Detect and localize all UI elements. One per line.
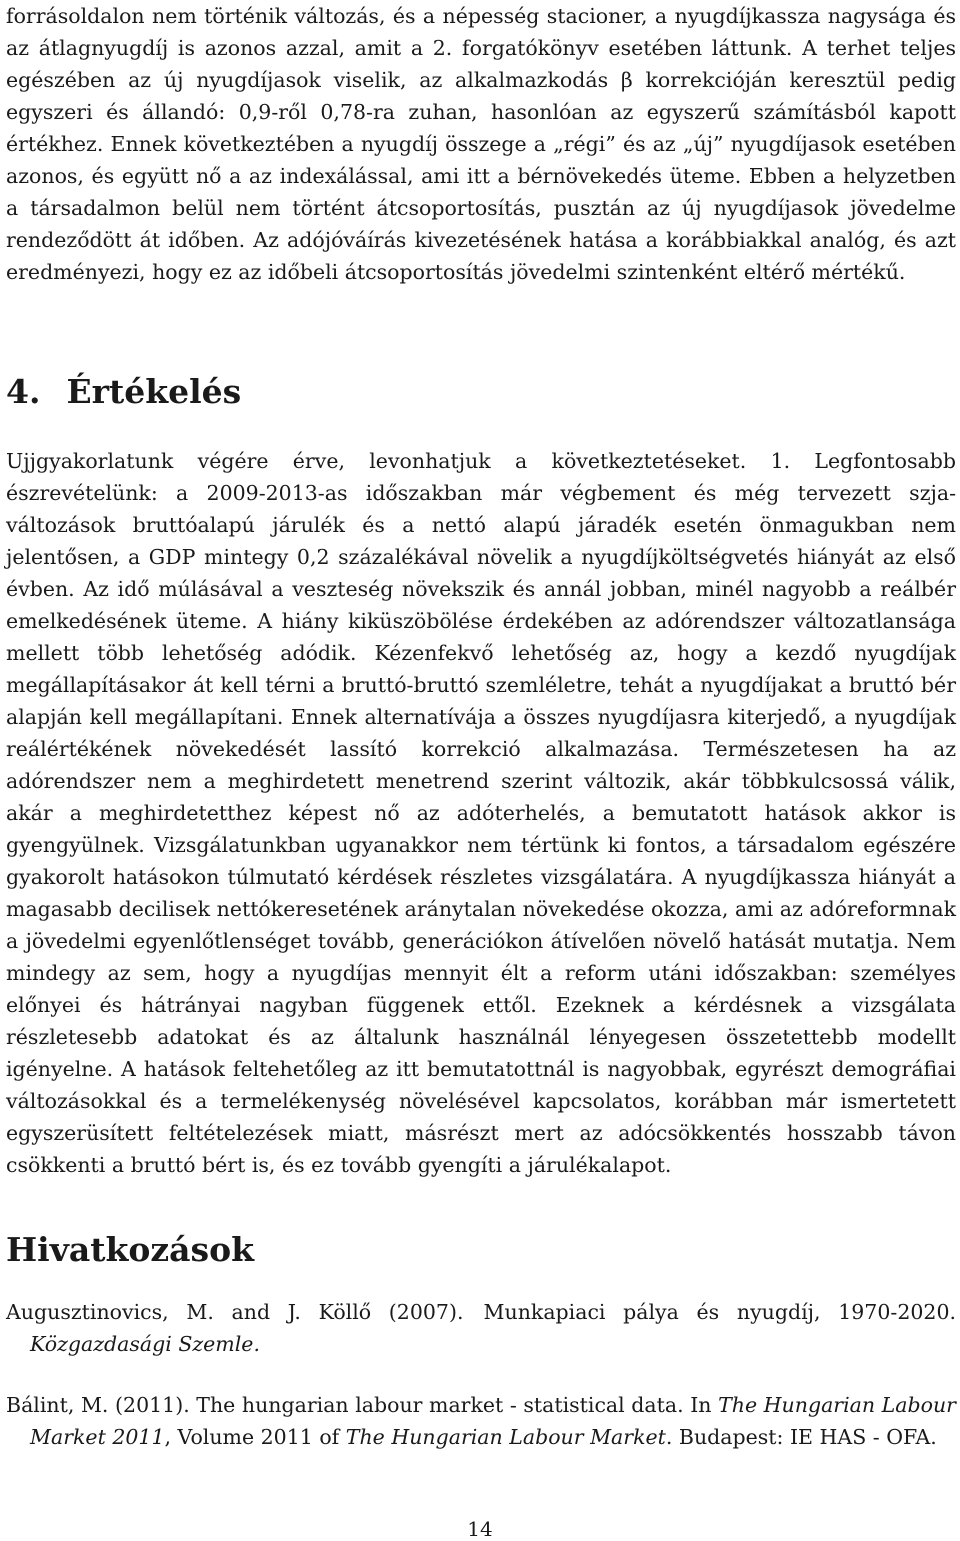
reference-text xyxy=(6,1296,956,1360)
reference-entry xyxy=(6,1389,956,1453)
reference-book-title: The Hungarian Labour Market 2011 xyxy=(30,1393,956,1449)
reference-journal: Közgazdasági Szemle. xyxy=(30,1332,260,1356)
references-heading: Hivatkozások xyxy=(6,1230,254,1269)
reference-authors: Augusztinovics, M. and J. Köllő (2007). xyxy=(6,1300,464,1324)
body-paragraph-evaluation: Ujjgyakorlatunk végére érve, levonhatjuk a következtetéseket. 1. Legfontosabb észrevételünk: a 2009-2013-as időszakban már végbement és még tervezett szja-változások bruttóalapú járulék és a nettó alapú járadék esetén önmagukban nem jelentősen, a GDP mintegy 0,2 százalékával növelik a nyugdíjköltségvetés hiányát az első évben. Az idő múlásával a veszteség növekszik és annál jobban, minél nagyobb a reálbér emelkedésének üteme. A hiány kiküszöbölése érdekében az adórendszer változatlansága mellett több lehetőség adódik. Kézenfekvő lehetőség az, hogy a kezdő nyugdíjak megállapításakor át kell térni a bruttó-bruttó szemléletre, tehát a nyugdíjakat a bruttó bér alapján kell megállapítani. Ennek alternatívája a összes nyugdíjasra kiterjedő, a nyugdíjak reálértékének növekedését lassító korrekció alkalmazása. Természetesen ha az adórendszer nem a meghirdetett menetrend szerint változik, akár többkulcsossá válik, akár a meghirdetetthez képest nő az adóterhelés, a bemutatott hatások akkor is gyengyülnek. Vizsgálatunkban ugyanakkor nem tértünk ki fontos, a társadalom egészére gyakorolt hatásokon túlmutató kérdések részletes vizsgálatára. A nyugdíjkassza hiányát a magasabb decilisek nettókeresetének aránytalan növekedése okozza, ami az adóreformnak a jövedelmi egyenlőtlenséget tovább, generációkon átívelően növelő hatását mutatja. Nem mindegy az sem, hogy a nyugdíjas mennyit élt a reform utáni időszakban: személyes előnyei és hátrányai nagyban függenek ettől. Ezeknek a kérdésnek a vizsgálata részletesebb adatokat és az általunk használnál lényegesen összetettebb modellt igényelne. A hatások feltehetőleg az itt bemutatottnál is nagyobbak, egyrészt demográfiai változásokkal és a termelékenység növelésével kapcsolatos, korábban már ismertetett egyszerüsített feltételezések miatt, másrészt mert az adócsökkentés hosszabb távon csökkenti a bruttó bért is, és ez tovább gyengíti a járulékalapot. xyxy=(6,449,956,1177)
reference-title: Munkapiaci pálya és nyugdíj, 1970-2020. xyxy=(483,1300,957,1324)
reference-text xyxy=(6,1389,956,1453)
reference-lead: Bálint, M. (2011). The hungarian labour market - statistical data. In xyxy=(6,1393,712,1417)
reference-volume: , Volume 2011 of xyxy=(164,1425,340,1449)
page-number: 14 xyxy=(467,1517,493,1541)
reference-entry xyxy=(6,1296,956,1360)
section-title: Értékelés xyxy=(66,372,242,411)
body-paragraph-continued: forrásoldalon nem történik változás, és a népesség stacioner, a nyugdíjkassza nagysága és az átlagnyugdíj is azonos azzal, amit a 2. forgatókönyv esetében láttunk. A terhet teljes egészében az új nyugdíjasok viselik, az alkalmazkodás β korrekcióján keresztül pedig egyszeri és állandó: 0,9-ről 0,78-ra zuhan, hasonlóan az egyszerű számításból kapott értékhez. Ennek következtében a nyugdíj összege a „régi” és az „új” nyugdíjasok esetében azonos, és együtt nő a az indexálással, ami itt a bérnövekedés üteme. Ebben a helyzetben a társadalmon belül nem történt átcsoportosítás, pusztán az új nyugdíjasok jövedelme rendeződött át időben. Az adójóváírás kivezetésének hatása a korábbiakkal analóg, és azt eredményezi, hogy ez az időbeli átcsoportosítás jövedelmi szintenként eltérő mértékű. xyxy=(6,4,956,284)
section-heading-evaluation xyxy=(6,370,241,414)
reference-publisher: . Budapest: IE HAS - OFA. xyxy=(665,1425,937,1449)
section-number: 4. xyxy=(6,372,41,411)
reference-series-title: The Hungarian Labour Market xyxy=(345,1425,666,1449)
